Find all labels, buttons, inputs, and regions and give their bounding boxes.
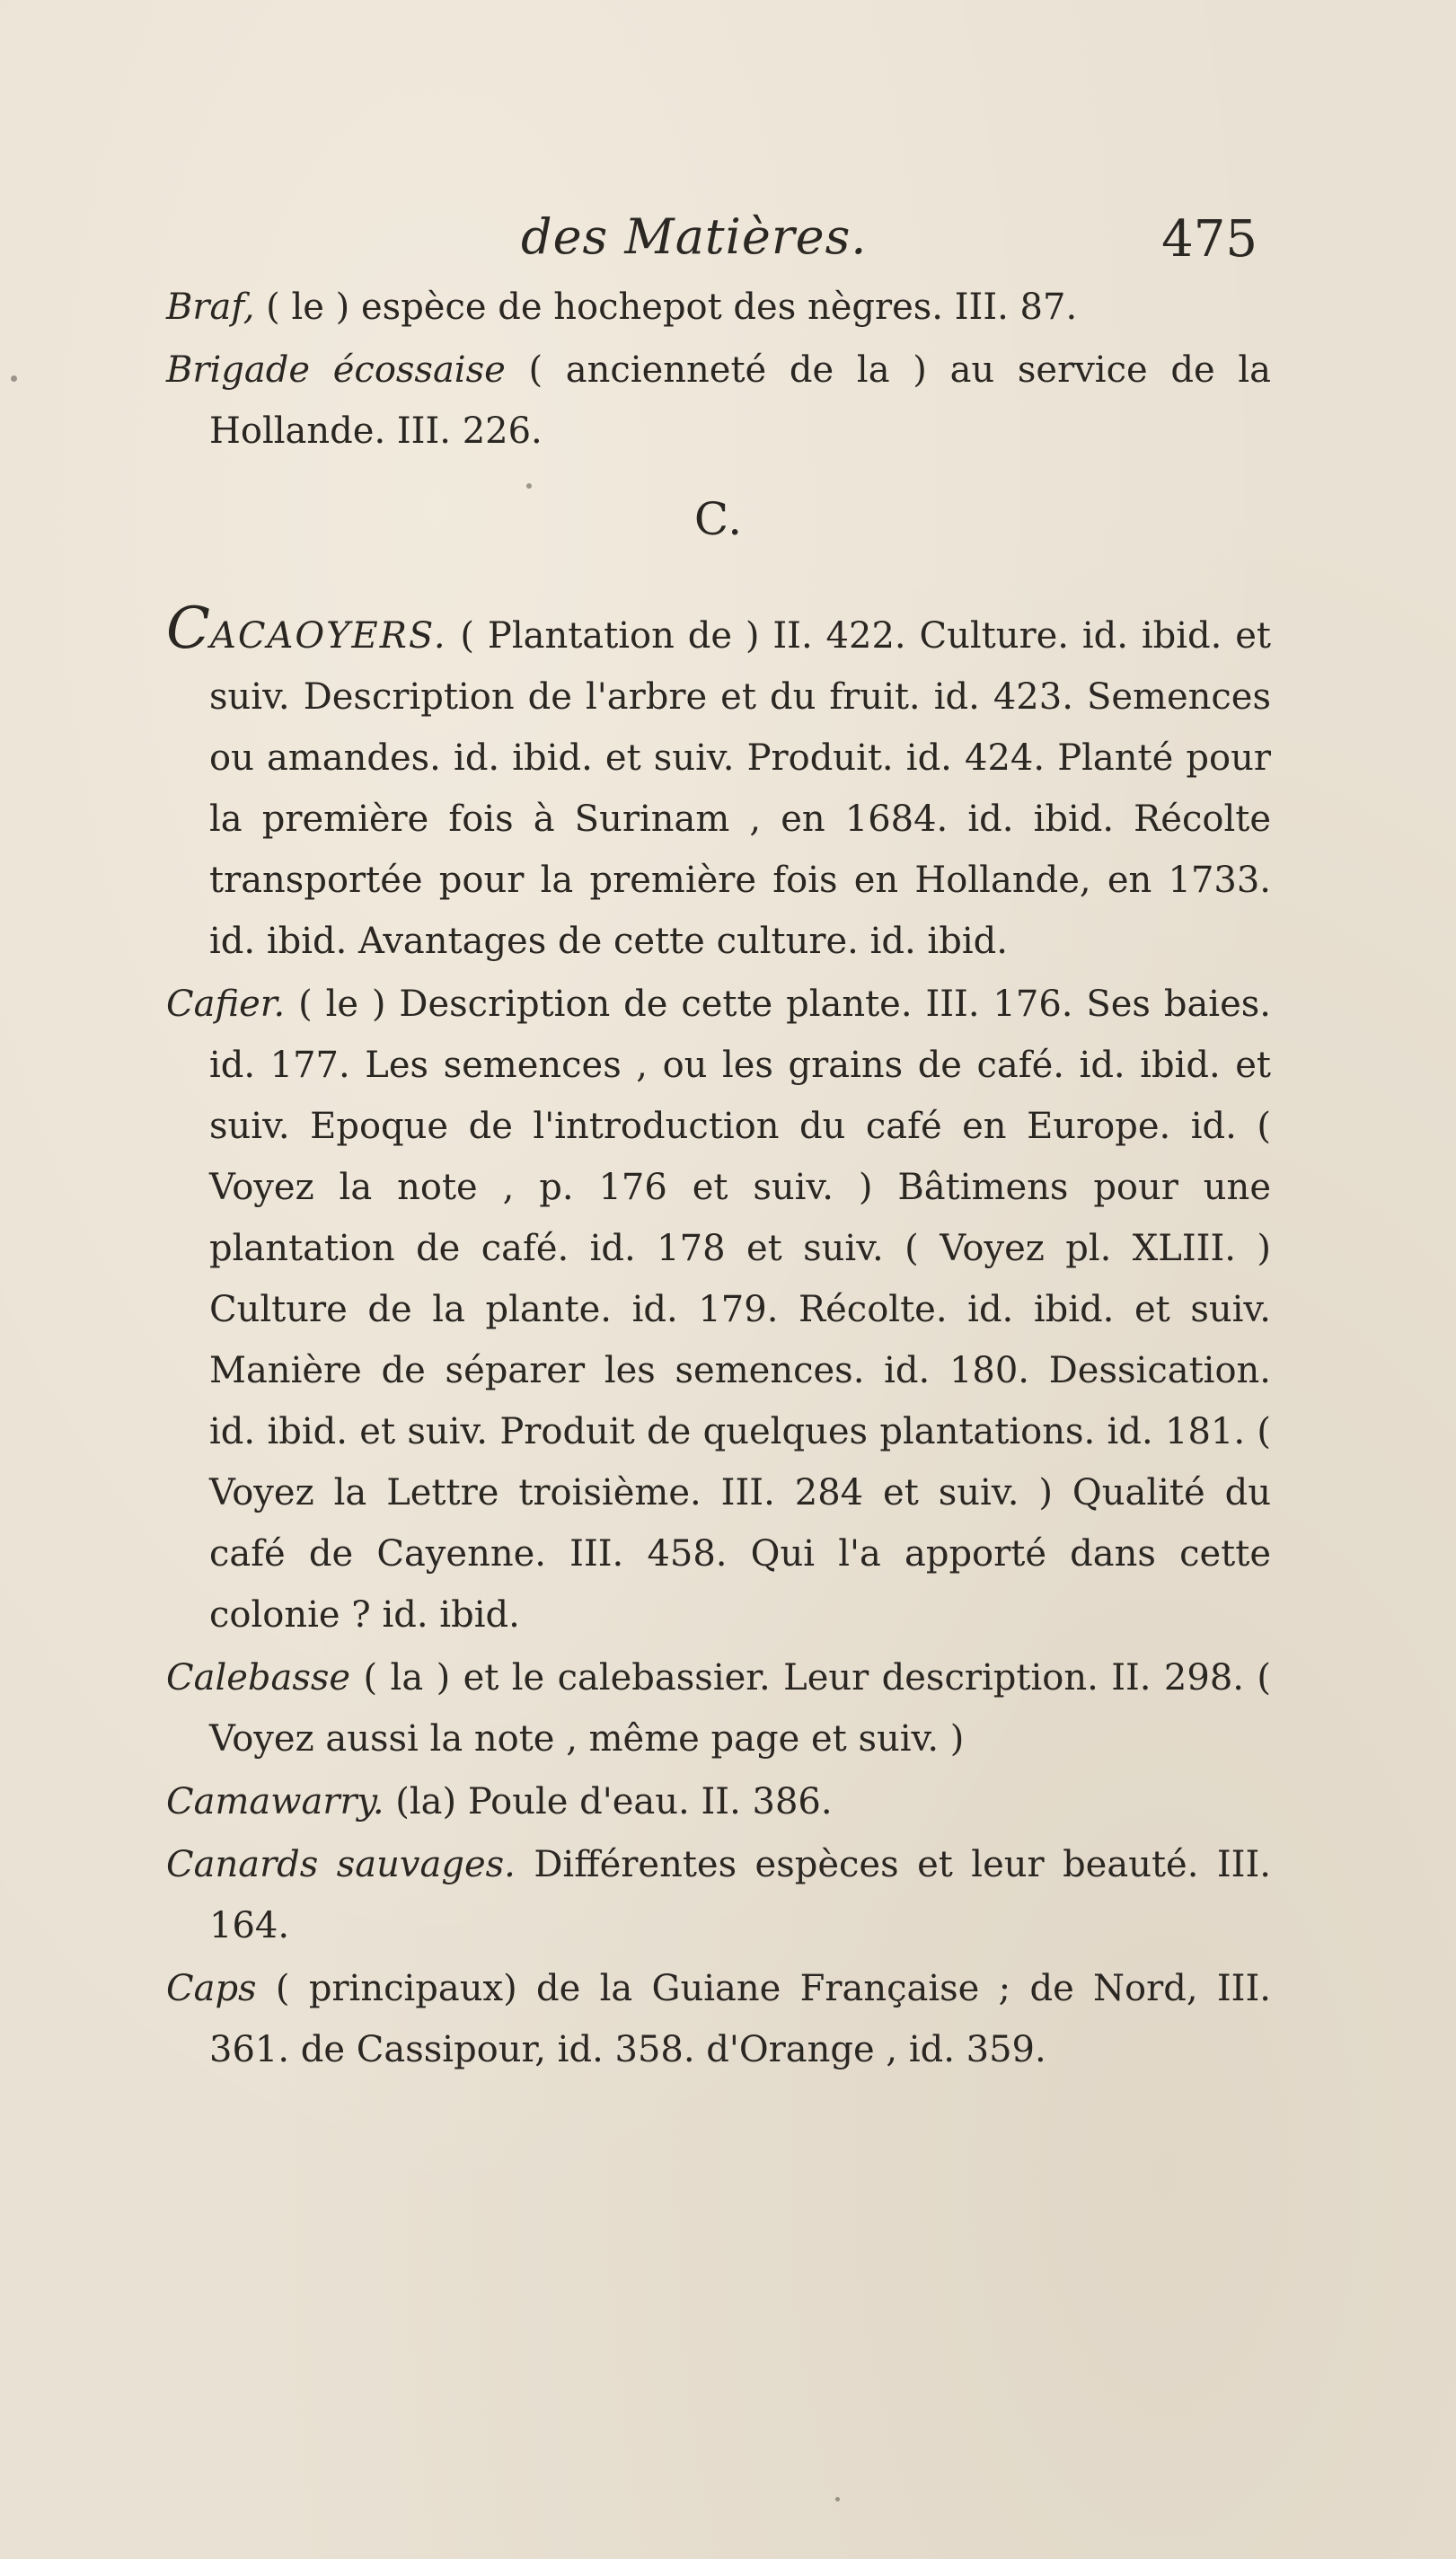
index-entry-cafier [166,974,1271,1646]
ink-speck [835,2497,840,2502]
entry-headword: Canards sauvages. [166,1844,516,1885]
page-number: 475 [1161,210,1257,269]
entry-text: ( ancienneté de la ) au service de la Hollande. III. 226. [209,349,1271,452]
index-entry-braf [166,277,1271,338]
entry-headword: ACAOYERS. [209,615,447,657]
entry-headword: Camawarry. [166,1781,384,1822]
index-entry-cacaoyers [166,598,1271,972]
ink-speck [526,483,532,489]
entry-text: (la) Poule d'eau. II. 386. [384,1781,833,1822]
section-letter-heading: C. [693,493,744,545]
entry-headword: Cafier. [166,984,286,1025]
entry-headword: Brigade écossaise [166,349,506,391]
running-title: des Matières. [521,208,868,265]
entry-text: ( Plantation de ) II. 422. Culture. id. ibid. et suiv. Description de l'arbre et du fruit. id. 423. Semences ou amandes. id. ibid. et suiv. Produit. id. 424. Planté pour la première fois à Surinam , en 1684. id. ibid. Récolte transportée pour la première fois en Hollande, en 1733. id. ibid. Avantages de cette culture. id. ibid. [209,615,1271,962]
entry-text: ( principaux) de la Guiane Française ; de Nord, III. 361. de Cassipour, id. 358. d'Orange , id. 359. [209,1968,1271,2070]
index-entry-brigade [166,340,1271,462]
running-head [162,208,1257,280]
drop-initial: C [166,596,210,662]
entry-headword: Caps [166,1968,257,2009]
entry-headword: Calebasse [166,1657,351,1699]
ink-speck [11,375,17,382]
entry-text: ( le ) Description de cette plante. III. 176. Ses baies. id. 177. Les semences , ou les grains de café. id. ibid. et suiv. Epoque de l'introduction du café en Europe. id. ( Voyez la note , p. 176 et suiv. ) Bâtimens pour une plantation de café. id. 178 et suiv. ( Voyez pl. XLIII. ) Culture de la plante. id. 179. Récolte. id. ibid. et suiv. Manière de séparer les semences. id. 180. Dessication. id. ibid. et suiv. Produit de quelques plantations. id. 181. ( Voyez la Lettre troisième. III. 284 et suiv. ) Qualité du café de Cayenne. III. 458. Qui l'a apporté dans cette colonie ? id. ibid. [209,984,1271,1636]
index-entry-calebasse [166,1647,1271,1769]
entry-text: ( le ) espèce de hochepot des nègres. III. 87. [254,287,1078,328]
index-entry-caps [166,1958,1271,2080]
index-entry-camawarry [166,1771,1271,1832]
entry-text: Différentes espèces et leur beauté. III. 164. [209,1844,1271,1946]
index-entry-canards [166,1834,1271,1956]
entry-text: ( la ) et le calebassier. Leur description. II. 298. ( Voyez aussi la note , même page et suiv. ) [209,1657,1271,1760]
entry-headword: Braf, [166,287,255,328]
index-body [166,277,1271,2080]
